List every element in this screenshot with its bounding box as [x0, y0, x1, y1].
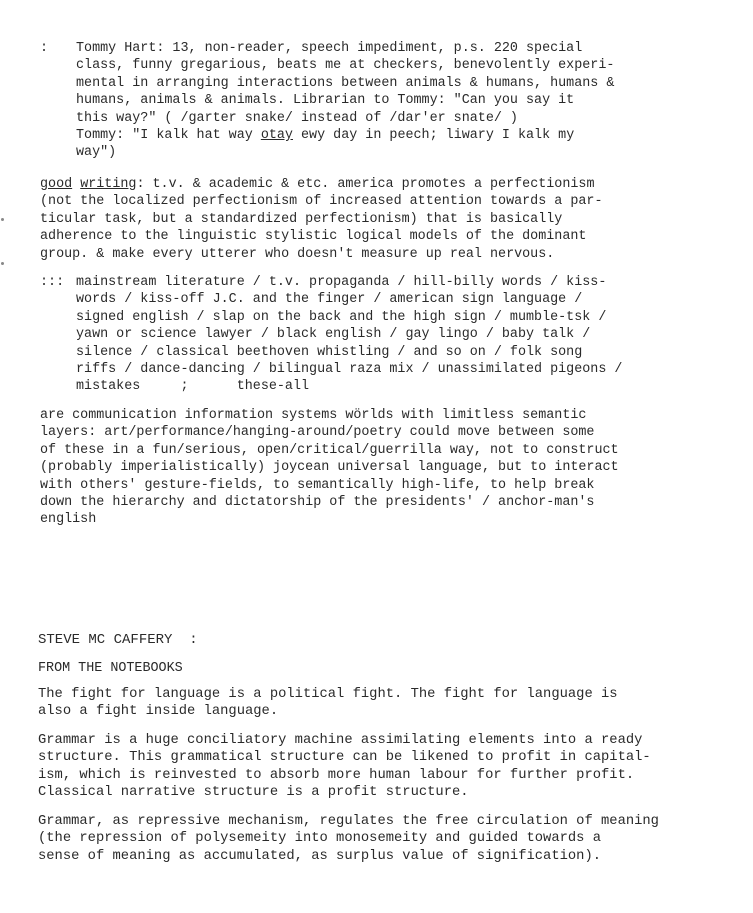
text-line: (not the localized perfectionism of increased attention towards a par- — [40, 194, 603, 210]
text-line — [40, 176, 603, 193]
text-line: mental in arranging interactions between animals & humans, humans & — [76, 75, 615, 91]
section-subtitle: FROM THE NOTEBOOKS — [38, 661, 183, 676]
text-line: humans, animals & animals. Librarian to Tommy: "Can you say it — [76, 93, 575, 109]
text-line: ticular task, but a standardized perfectionism) that is basically — [40, 211, 563, 227]
text-line: mainstream literature / t.v. propaganda / hill-billy words / kiss- — [76, 275, 607, 290]
text-line: (probably imperialistically) joycean universal language, but to interact — [40, 460, 619, 476]
grammar-repressive-paragraph — [38, 813, 659, 865]
text-fragment: ewy day in peech; liwary I kalk my — [292, 128, 575, 144]
scan-mark — [1, 218, 4, 221]
tommy-paragraph — [40, 40, 615, 162]
text-line: down the hierarchy and dictatorship of the presidents' / anchor-man's — [40, 495, 595, 511]
text-line: also a fight inside language. — [38, 704, 279, 720]
text-line: words / kiss-off J.C. and the finger / american sign language / — [76, 292, 583, 308]
text-fragment: : t.v. & academic & etc. america promotes a perfectionism — [136, 177, 595, 192]
text-line: riffs / dance-dancing / bilingual raza mix / unassimilated pigeons / — [76, 362, 623, 378]
text-line: Tommy Hart: 13, non-reader, speech impediment, p.s. 220 special — [76, 41, 583, 56]
text-line: (the repression of polysemeity into monosemeity and guided towards a — [38, 831, 602, 847]
text-line: group. & make every utterer who doesn't measure up real nervous. — [40, 246, 555, 262]
text-line: The fight for language is a political fight. The fight for language is — [38, 687, 618, 702]
fight-paragraph — [38, 686, 618, 721]
text-line: of these in a fun/serious, open/critical/guerrilla way, not to construct — [40, 442, 619, 458]
underlined-word: writing — [80, 177, 137, 192]
text-line — [76, 127, 614, 144]
text-line: adherence to the linguistic stylistic logical models of the dominant — [40, 229, 587, 245]
text-line: mistakes ; these-all — [76, 379, 310, 395]
text-line: Classical narrative structure is a profit structure. — [38, 785, 469, 801]
text-line: structure. This grammatical structure can be likened to profit in capital- — [38, 750, 651, 766]
communication-paragraph — [40, 407, 619, 529]
underlined-word: otay — [260, 128, 293, 144]
underlined-word: good — [40, 177, 73, 192]
text-line: english — [40, 512, 97, 528]
text-line: this way?" ( /garter snake/ instead of /dar'er snate/ ) — [76, 110, 518, 126]
author-heading: STEVE MC CAFFERY : — [38, 632, 198, 648]
codes-list-paragraph — [40, 274, 623, 396]
scan-mark — [1, 262, 4, 265]
text-line: layers: art/performance/hanging-around/poetry could move between some — [40, 425, 595, 441]
text-line: sense of meaning as accumulated, as surplus value of signification). — [38, 848, 602, 864]
text-line: class, funny gregarious, beats me at checkers, benevolently experi- — [76, 58, 615, 74]
text-line: Grammar is a huge conciliatory machine assimilating elements into a ready — [38, 733, 643, 748]
text-line: Grammar, as repressive mechanism, regulates the free circulation of meaning — [38, 814, 659, 829]
text-fragment: Tommy: "I kalk hat way — [76, 128, 261, 144]
text-line: yawn or science lawyer / black english / gay lingo / baby talk / — [76, 327, 591, 343]
text-line: with others' gesture-fields, to semantically high-life, to help break — [40, 477, 595, 493]
text-line: way") — [76, 145, 117, 161]
good-writing-paragraph — [40, 176, 603, 263]
text-line: signed english / slap on the back and the high sign / mumble-tsk / — [76, 309, 607, 325]
paragraph-bullet: ::: — [40, 275, 65, 290]
text-line: are communication information systems wörlds with limitless semantic — [40, 408, 587, 423]
grammar-machine-paragraph — [38, 732, 651, 802]
text-line: silence / classical beethoven whistling / and so on / folk song — [76, 344, 583, 360]
text-line: ism, which is reinvested to absorb more human labour for further profit. — [38, 767, 635, 783]
paragraph-bullet: : — [40, 41, 49, 56]
